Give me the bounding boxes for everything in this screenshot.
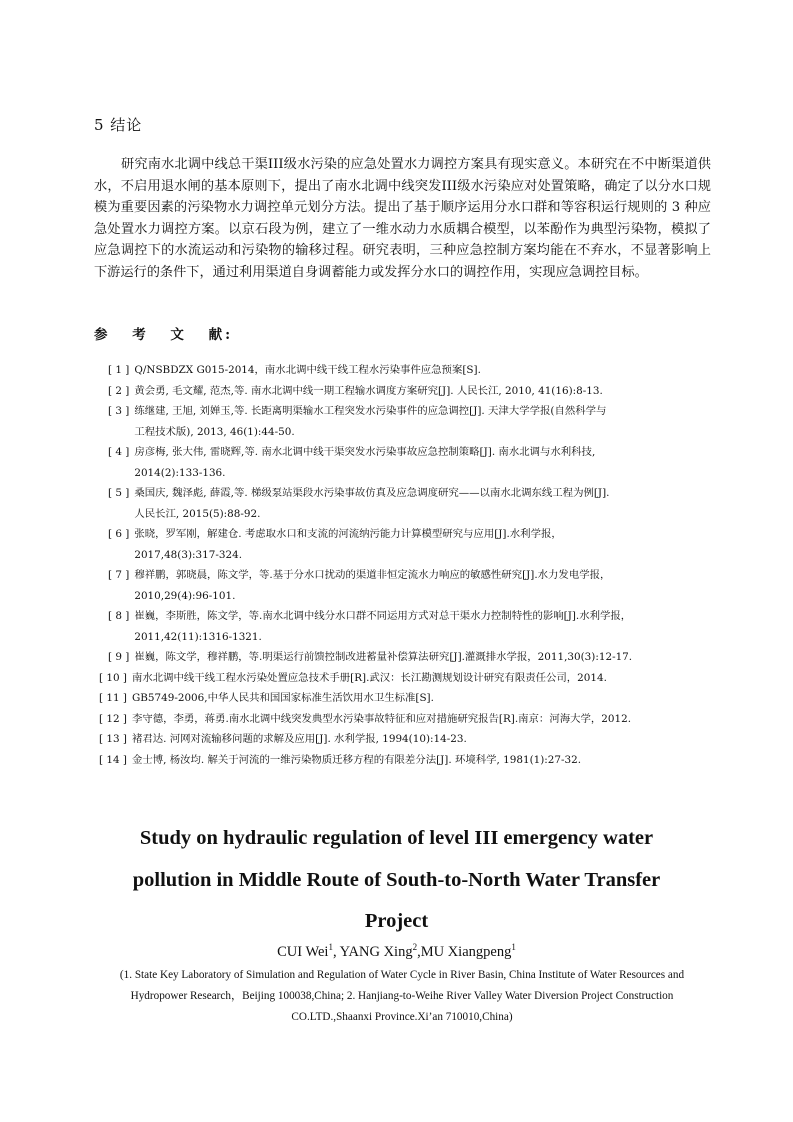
english-title-line: Project bbox=[364, 910, 429, 932]
reference-item bbox=[99, 709, 718, 730]
reference-text bbox=[134, 401, 718, 442]
reference-number: [ 2 ] bbox=[108, 384, 130, 397]
reference-number: [ 12 ] bbox=[99, 712, 127, 725]
english-title-line: pollution in Middle Route of South-to-North Water Transfer bbox=[132, 868, 661, 891]
reference-item bbox=[99, 750, 718, 771]
affiliation-marker: 2 bbox=[412, 942, 418, 952]
english-title-line: Study on hydraulic regulation of level III emergency water bbox=[139, 827, 654, 849]
reference-line: 金士博, 杨汝均. 解关于河流的一维污染物质迁移方程的有限差分法[J]. 环境科学, 1981(1):27-32. bbox=[131, 753, 582, 766]
reference-line: 桑国庆, 魏泽彪, 薛霞,等. 梯级泵站渠段水污染事故仿真及应急调度研究——以南水北调东线工程为例[J]. bbox=[134, 487, 610, 499]
references-heading: 参 考 文 献: bbox=[94, 327, 234, 343]
affiliation-marker: 1 bbox=[328, 942, 333, 952]
english-title bbox=[60, 818, 733, 943]
reference-text bbox=[134, 381, 718, 402]
reference-number: [ 4 ] bbox=[108, 446, 130, 458]
affiliation-text: (1. State Key Laboratory of Simulation and Regulation of Water Cycle in River Basin, China Institute of Water Resources and Hydropower Research，Beijing 100038,China; 2. Hanjiang-to-Weihe River Valley Water Diversion Project Construction CO.LTD.,Shaanxi Province.Xi’an 710010,China) bbox=[119, 969, 685, 1023]
reference-number: [ 9 ] bbox=[108, 651, 130, 663]
reference-line: 褚君达. 河网对流输移问题的求解及应用[J]. 水利学报, 1994(10):14-23. bbox=[131, 733, 467, 745]
reference-number: [ 6 ] bbox=[108, 528, 130, 540]
section-heading: 5 结论 bbox=[94, 116, 143, 134]
reference-text bbox=[132, 709, 718, 730]
reference-line: 黄会勇, 毛文耀, 范杰,等. 南水北调中线一期工程输水调度方案研究[J]. 人民长江, 2010, 41(16):8-13. bbox=[134, 384, 603, 397]
author-line bbox=[60, 942, 733, 961]
reference-item bbox=[108, 606, 718, 647]
reference-text bbox=[134, 442, 718, 483]
reference-line: 南水北调中线干线工程水污染处置应急技术手册[R].武汉：长江勘测规划设计研究有限责任公司，2014. bbox=[131, 671, 607, 684]
reference-line: 人民长江, 2015(5):88-92. bbox=[134, 507, 261, 520]
reference-item bbox=[99, 668, 718, 689]
reference-number: [ 13 ] bbox=[99, 733, 127, 745]
reference-line: Q/NSBDZX G015-2014，南水北调中线干线工程水污染事件应急预案[S]. bbox=[134, 364, 481, 376]
reference-text bbox=[132, 750, 718, 771]
reference-number: [ 5 ] bbox=[108, 487, 130, 499]
reference-line: GB5749-2006,中华人民共和国国家标准生活饮用水卫生标准[S]. bbox=[131, 692, 434, 704]
reference-item bbox=[108, 381, 718, 402]
reference-line: 工程技术版), 2013, 46(1):44-50. bbox=[134, 425, 295, 438]
reference-text bbox=[134, 647, 718, 668]
reference-item bbox=[108, 565, 718, 606]
author-name: , YANG Xing bbox=[332, 943, 413, 960]
reference-number: [ 14 ] bbox=[99, 753, 127, 766]
author-name: CUI Wei bbox=[277, 943, 329, 960]
conclusion-paragraph: 研究南水北调中线总干渠III级水污染的应急处置水力调控方案具有现实意义。本研究在不中断渠道供水，不启用退水闸的基本原则下，提出了南水北调中线突发III级水污染应对处置策略，确定了以分水口规模为重要因素的污染物水力调控单元划分方法。提出了基于顺序运用分水口群和等容积运行规则的 3 种应急处置水力调控方案。以京石段为例，建立了一维水动力水质耦合模型，以苯酚作为典型污染物，模拟了应急调控下的水流运动和污染物的输移过程。研究表明，三种应急控制方案均能在不弃水，不显著影响上下游运行的条件下，通过利用渠道自身调蓄能力或发挥分水口的调控作用，实现应急调控目标。 bbox=[94, 157, 711, 280]
reference-line: 2017,48(3):317-324. bbox=[134, 548, 242, 561]
reference-item bbox=[108, 647, 718, 668]
reference-line: 2011,42(11):1316-1321. bbox=[134, 630, 262, 643]
author-name: ,MU Xiangpeng bbox=[417, 943, 512, 960]
reference-text bbox=[134, 565, 718, 606]
reference-line: 2010,29(4):96-101. bbox=[134, 589, 236, 602]
reference-line: 练继建, 王旭, 刘婵玉,等. 长距离明渠输水工程突发水污染事件的应急调控[J]. 天津大学学报(自然科学与 bbox=[134, 405, 607, 417]
reference-item bbox=[108, 360, 718, 381]
reference-number: [ 8 ] bbox=[108, 610, 130, 622]
reference-line: 李守德，李勇，蒋勇.南水北调中线突发典型水污染事故特征和应对措施研究报告[R].南京：河海大学，2012. bbox=[131, 712, 632, 725]
reference-text bbox=[134, 524, 718, 565]
reference-line: 穆祥鹏，郭晓晨，陈文学，等.基于分水口扰动的渠道非恒定流水力响应的敏感性研究[J].水力发电学报， bbox=[134, 569, 611, 581]
reference-item bbox=[99, 729, 718, 750]
reference-number: [ 10 ] bbox=[99, 671, 127, 684]
reference-text bbox=[134, 360, 718, 381]
reference-text bbox=[132, 688, 718, 709]
reference-line: 张晓，罗军刚，解建仓. 考虑取水口和支流的河流纳污能力计算模型研究与应用[J].水利学报， bbox=[134, 528, 562, 540]
reference-item bbox=[108, 442, 718, 483]
reference-text bbox=[132, 668, 718, 689]
reference-list bbox=[99, 360, 718, 770]
reference-number: [ 11 ] bbox=[99, 692, 127, 704]
affiliation-marker: 1 bbox=[511, 942, 516, 952]
reference-item bbox=[108, 483, 718, 524]
reference-line: 崔巍，陈文学，穆祥鹏，等.明渠运行前馈控制改进蓄量补偿算法研究[J].灌溉排水学报，2011,30(3):12-17. bbox=[134, 651, 633, 663]
reference-text bbox=[134, 483, 718, 524]
reference-item bbox=[108, 524, 718, 565]
reference-text bbox=[132, 729, 718, 750]
reference-number: [ 3 ] bbox=[108, 405, 130, 417]
reference-number: [ 7 ] bbox=[108, 569, 130, 581]
reference-number: [ 1 ] bbox=[108, 364, 130, 376]
reference-line: 崔巍，李斯胜，陈文学，等.南水北调中线分水口群不同运用方式对总干渠水力控制特性的影响[J].水利学报， bbox=[134, 610, 632, 622]
reference-line: 2014(2):133-136. bbox=[134, 466, 226, 479]
reference-item bbox=[108, 401, 718, 442]
reference-item bbox=[99, 688, 718, 709]
reference-line: 房彦梅, 张大伟, 雷晓辉,等. 南水北调中线干渠突发水污染事故应急控制策略[J]. 南水北调与水利科技, bbox=[134, 446, 596, 458]
reference-text bbox=[134, 606, 718, 647]
